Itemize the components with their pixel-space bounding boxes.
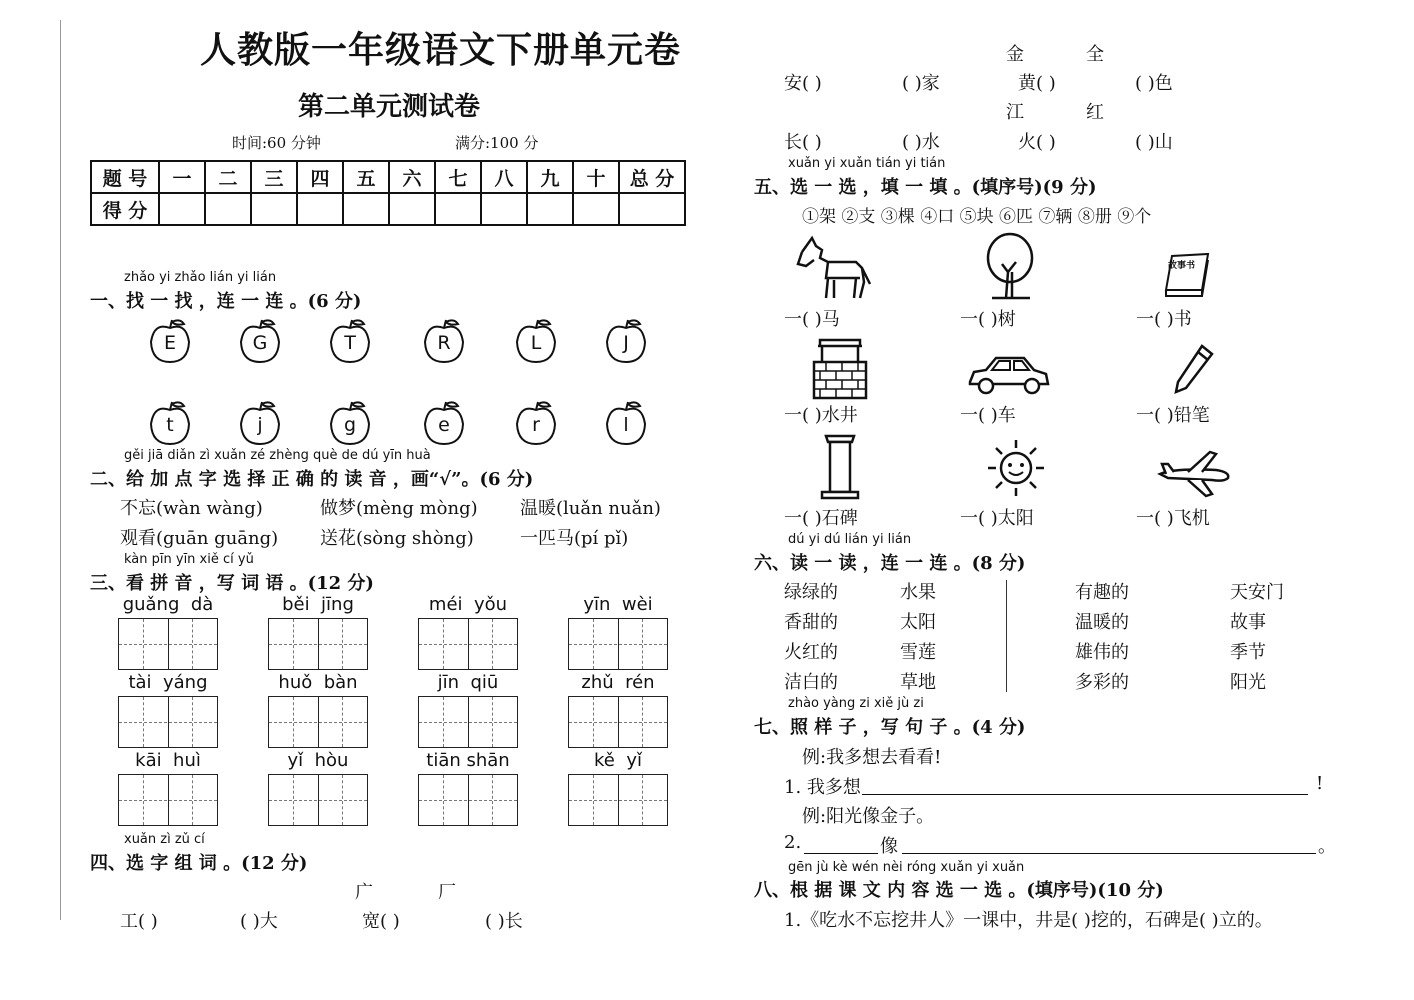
apple-letter-text: g bbox=[343, 414, 357, 436]
s7-q2-answer-line-1[interactable] bbox=[804, 853, 878, 854]
s5-pinyin: xuǎn yi xuǎn tián yi tián bbox=[788, 156, 946, 171]
score-input-cell[interactable] bbox=[297, 193, 343, 225]
score-input-cell[interactable] bbox=[619, 193, 685, 225]
s5-item[interactable]: 一( )石碑 bbox=[784, 508, 858, 529]
s8-q1[interactable]: 1.《吃水不忘挖井人》一课中，井是( )挖的，石碑是( )立的。 bbox=[784, 910, 1273, 931]
airplane-icon bbox=[1154, 446, 1234, 502]
writing-grid-box[interactable] bbox=[268, 774, 368, 826]
s4-blank[interactable]: 宽( ) bbox=[362, 911, 400, 932]
s4b-char: 金 bbox=[1006, 44, 1024, 65]
s4b-char: 江 bbox=[1006, 102, 1024, 123]
well-icon bbox=[808, 332, 872, 400]
s6-word[interactable]: 火红的 bbox=[784, 642, 838, 663]
apple-letter-text: J bbox=[623, 332, 629, 354]
score-cell: 十 bbox=[573, 161, 619, 193]
s7-q1-end: ! bbox=[1316, 773, 1324, 794]
score-input-cell[interactable] bbox=[389, 193, 435, 225]
s4b-blank[interactable]: ( )水 bbox=[902, 132, 940, 153]
s4-blank[interactable]: 工( ) bbox=[120, 911, 158, 932]
s6-word[interactable]: 多彩的 bbox=[1075, 672, 1129, 693]
s2-item[interactable]: 做梦(mèng mòng) bbox=[320, 498, 478, 519]
s2-item[interactable]: 不忘(wàn wàng) bbox=[120, 498, 263, 519]
score-input-cell[interactable] bbox=[481, 193, 527, 225]
s4-pinyin: xuǎn zì zǔ cí bbox=[124, 832, 205, 847]
apple-letter-text: R bbox=[437, 332, 451, 354]
s2-item[interactable]: 一匹马(pí pǐ) bbox=[520, 528, 629, 549]
s4-blank[interactable]: ( )长 bbox=[485, 911, 523, 932]
s5-item[interactable]: 一( )车 bbox=[960, 405, 1016, 426]
writing-grid-box[interactable] bbox=[568, 774, 668, 826]
s5-item[interactable]: 一( )水井 bbox=[784, 405, 858, 426]
score-table-score-row bbox=[91, 193, 685, 225]
word-pinyin: tài yáng bbox=[128, 672, 208, 693]
pencil-icon bbox=[1168, 340, 1216, 400]
apple-letter-text: l bbox=[623, 414, 629, 436]
writing-grid-box[interactable] bbox=[268, 696, 368, 748]
s5-options: ①架 ②支 ③棵 ④口 ⑤块 ⑥匹 ⑦辆 ⑧册 ⑨个 bbox=[802, 207, 1152, 227]
score-cell: 五 bbox=[343, 161, 389, 193]
writing-grid-box[interactable] bbox=[568, 618, 668, 670]
s7-q2: 2. bbox=[784, 832, 802, 853]
writing-grid-box[interactable] bbox=[118, 774, 218, 826]
storybook-label: 故事书 bbox=[1168, 261, 1196, 271]
s4-title: 四、选 字 组 词 。(12 分) bbox=[90, 853, 308, 874]
word-pinyin: méi yǒu bbox=[428, 594, 508, 615]
binding-line bbox=[60, 20, 61, 920]
s1-pinyin: zhǎo yi zhǎo lián yi lián bbox=[124, 270, 277, 285]
s5-item[interactable]: 一( )太阳 bbox=[960, 508, 1034, 529]
writing-grid-box[interactable] bbox=[418, 774, 518, 826]
s7-q2-answer-line-2[interactable] bbox=[902, 853, 1316, 854]
s4b-blank[interactable]: 安( ) bbox=[784, 73, 822, 94]
s6-word[interactable]: 水果 bbox=[900, 582, 936, 603]
s6-word[interactable]: 季节 bbox=[1230, 642, 1266, 663]
s7-example-2: 例:阳光像金子。 bbox=[802, 806, 935, 827]
writing-grid-box[interactable] bbox=[418, 696, 518, 748]
s4b-blank[interactable]: ( )家 bbox=[902, 73, 940, 94]
word-pinyin: tiān shān bbox=[426, 750, 510, 771]
score-input-cell[interactable] bbox=[251, 193, 297, 225]
s2-item[interactable]: 温暖(luǎn nuǎn) bbox=[520, 498, 661, 519]
word-pinyin: kě yǐ bbox=[594, 750, 642, 771]
tree-icon bbox=[980, 232, 1040, 300]
s6-word[interactable]: 故事 bbox=[1230, 612, 1266, 633]
s4-char: 厂 bbox=[438, 882, 456, 903]
car-icon bbox=[966, 352, 1052, 398]
s6-word[interactable]: 有趣的 bbox=[1075, 582, 1129, 603]
s3-pinyin: kàn pīn yīn xiě cí yǔ bbox=[124, 552, 254, 567]
s6-word[interactable]: 雄伟的 bbox=[1075, 642, 1129, 663]
s5-item[interactable]: 一( )马 bbox=[784, 309, 840, 330]
score-cell: 八 bbox=[481, 161, 527, 193]
s6-pinyin: dú yi dú lián yi lián bbox=[788, 532, 912, 547]
score-cell: 二 bbox=[205, 161, 251, 193]
s4-char: 广 bbox=[355, 882, 373, 903]
s6-word[interactable]: 洁白的 bbox=[784, 672, 838, 693]
s6-divider bbox=[1006, 580, 1007, 692]
score-input-cell[interactable] bbox=[573, 193, 619, 225]
score-cell: 三 bbox=[251, 161, 297, 193]
page-subtitle: 第二单元测试卷 bbox=[298, 92, 481, 122]
s2-pinyin: gěi jiā diǎn zì xuǎn zé zhèng què de dú yīn huà bbox=[124, 448, 431, 463]
s5-item[interactable]: 一( )飞机 bbox=[1136, 508, 1210, 529]
s6-word[interactable]: 阳光 bbox=[1230, 672, 1266, 693]
s6-title: 六、读 一 读 ，连 一 连 。(8 分) bbox=[754, 553, 1026, 574]
s6-word[interactable]: 绿绿的 bbox=[784, 582, 838, 603]
s6-word[interactable]: 雪莲 bbox=[900, 642, 936, 663]
score-table-header-row bbox=[91, 161, 685, 193]
s2-item[interactable]: 观看(guān guāng) bbox=[120, 528, 279, 549]
s2-title: 二、给 加 点 字 选 择 正 确 的 读 音 ，画“√”。(6 分) bbox=[90, 469, 534, 490]
s4b-blank[interactable]: 黄( ) bbox=[1018, 73, 1056, 94]
s4b-char: 全 bbox=[1086, 44, 1104, 65]
horse-icon bbox=[790, 232, 874, 302]
s7-q1-answer-line[interactable] bbox=[862, 794, 1308, 795]
word-pinyin: kāi huì bbox=[135, 750, 201, 771]
score-input-cell[interactable] bbox=[343, 193, 389, 225]
word-pinyin: běi jīng bbox=[282, 594, 354, 615]
writing-grid-box[interactable] bbox=[118, 696, 218, 748]
time-limit: 时间:60 分钟 bbox=[232, 134, 321, 152]
s3-title: 三、看 拼 音 ，写 词 语 。(12 分) bbox=[90, 573, 374, 594]
apple-letter-text: L bbox=[530, 332, 542, 354]
score-input-cell[interactable] bbox=[205, 193, 251, 225]
s7-title: 七、照 样 子 ，写 句 子 。(4 分) bbox=[754, 717, 1026, 738]
word-pinyin: guǎng dà bbox=[122, 594, 214, 615]
s4b-blank[interactable]: ( )山 bbox=[1135, 132, 1173, 153]
word-pinyin: huǒ bàn bbox=[278, 672, 358, 693]
s6-word[interactable]: 草地 bbox=[900, 672, 936, 693]
writing-grid-box[interactable] bbox=[268, 618, 368, 670]
apple-letter-text: E bbox=[163, 332, 176, 354]
s1-title: 一、找 一 找 ，连 一 连 。(6 分) bbox=[90, 291, 362, 312]
writing-grid-box[interactable] bbox=[118, 618, 218, 670]
word-pinyin: zhǔ rén bbox=[581, 672, 655, 693]
apple-letter-text: t bbox=[166, 414, 174, 436]
s2-item[interactable]: 送花(sòng shòng) bbox=[320, 528, 474, 549]
sun-icon bbox=[984, 436, 1048, 500]
page-title: 人教版一年级语文下册单元卷 bbox=[200, 29, 682, 71]
apple-letter-text: j bbox=[257, 414, 263, 436]
word-pinyin: yǐ hòu bbox=[287, 750, 349, 771]
apple-letter-text: G bbox=[252, 332, 268, 354]
apple-letter-text: r bbox=[532, 414, 540, 436]
s6-word[interactable]: 温暖的 bbox=[1075, 612, 1129, 633]
s4-blank[interactable]: ( )大 bbox=[240, 911, 278, 932]
writing-grid-box[interactable] bbox=[568, 696, 668, 748]
score-cell: 一 bbox=[159, 161, 205, 193]
s7-q2-end: 。 bbox=[1318, 836, 1336, 857]
score-cell: 七 bbox=[435, 161, 481, 193]
s8-pinyin: gēn jù kè wén nèi róng xuǎn yi xuǎn bbox=[788, 860, 1025, 875]
s7-pinyin: zhào yàng zi xiě jù zi bbox=[788, 696, 924, 711]
s7-example-1: 例:我多想去看看! bbox=[802, 747, 942, 768]
score-input-cell[interactable] bbox=[435, 193, 481, 225]
s6-word[interactable]: 天安门 bbox=[1230, 582, 1284, 603]
score-cell: 四 bbox=[297, 161, 343, 193]
s8-title: 八、根 据 课 文 内 容 选 一 选 。(填序号)(10 分) bbox=[754, 880, 1164, 901]
s7-q2-mid: 像 bbox=[880, 836, 898, 857]
score-cell: 题 号 bbox=[91, 161, 159, 193]
score-row-label: 得 分 bbox=[91, 193, 159, 225]
score-cell: 九 bbox=[527, 161, 573, 193]
s4b-blank[interactable]: ( )色 bbox=[1135, 73, 1173, 94]
full-score: 满分:100 分 bbox=[455, 134, 539, 152]
apple-letter-text: T bbox=[344, 332, 356, 354]
stone-tablet-icon bbox=[818, 430, 862, 502]
s4b-blank[interactable]: 火( ) bbox=[1018, 132, 1056, 153]
score-input-cell[interactable] bbox=[159, 193, 205, 225]
s5-item[interactable]: 一( )铅笔 bbox=[1136, 405, 1210, 426]
s5-item[interactable]: 一( )书 bbox=[1136, 309, 1192, 330]
s7-q1: 1. 我多想 bbox=[784, 777, 861, 798]
s6-word[interactable]: 香甜的 bbox=[784, 612, 838, 633]
score-input-cell[interactable] bbox=[527, 193, 573, 225]
s6-word[interactable]: 太阳 bbox=[900, 612, 936, 633]
s4b-blank[interactable]: 长( ) bbox=[784, 132, 822, 153]
s5-item[interactable]: 一( )树 bbox=[960, 309, 1016, 330]
apple-letter-text: e bbox=[438, 414, 450, 436]
writing-grid-box[interactable] bbox=[418, 618, 518, 670]
word-pinyin: yīn wèi bbox=[583, 594, 653, 615]
s5-title: 五、选 一 选 ，填 一 填 。(填序号)(9 分) bbox=[754, 177, 1097, 198]
s4b-char: 红 bbox=[1086, 102, 1104, 123]
word-pinyin: jīn qiū bbox=[437, 672, 499, 693]
score-table bbox=[90, 160, 686, 226]
score-cell: 总 分 bbox=[619, 161, 685, 193]
score-cell: 六 bbox=[389, 161, 435, 193]
